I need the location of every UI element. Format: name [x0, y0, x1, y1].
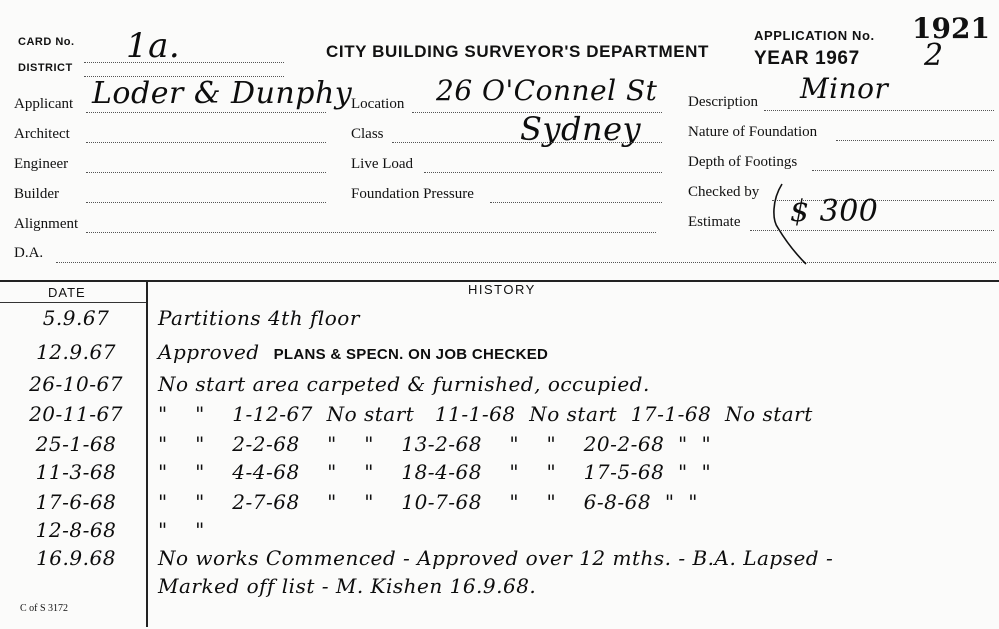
depth-of-footings-label: Depth of Footings — [688, 154, 798, 170]
history-date: 20-11-67 — [29, 402, 123, 426]
nature-of-foundation-line — [836, 140, 994, 141]
history-stamp: PLANS & SPECN. ON JOB CHECKED — [273, 346, 549, 363]
history-row — [0, 574, 999, 604]
hand-bracket-mark — [768, 180, 812, 268]
history-entry — [158, 574, 536, 598]
history-entry — [158, 340, 548, 364]
live-load-label: Live Load — [351, 156, 414, 172]
form-code: C of S 3172 — [20, 603, 69, 614]
class-line — [392, 142, 662, 143]
history-row — [0, 372, 999, 402]
card-no-dotline — [84, 62, 284, 63]
history-date: 26-10-67 — [29, 372, 123, 396]
history-entry-text: " " 1-12-67 No start 11-1-68 No start 17-1-68 No start — [158, 402, 813, 426]
history-entry — [158, 546, 833, 570]
history-entry-text: " " 2-2-68 " " 13-2-68 " " 20-2-68 " " — [158, 432, 712, 456]
history-date: 17-6-68 — [35, 490, 117, 514]
description-value: Minor — [800, 72, 889, 105]
department-title: CITY BUILDING SURVEYOR'S DEPARTMENT — [326, 42, 710, 61]
history-entry-text: " " 2-7-68 " " 10-7-68 " " 6-8-68 " " — [158, 490, 698, 514]
district-label: DISTRICT — [18, 62, 73, 74]
year-value: 2 — [924, 38, 944, 73]
history-row — [0, 340, 999, 370]
history-row — [0, 518, 999, 548]
history-date: 5.9.67 — [42, 306, 110, 330]
description-label: Description — [688, 94, 758, 110]
nature-of-foundation-label: Nature of Foundation — [688, 124, 818, 140]
history-entry-text: No works Commenced - Approved over 12 mths. - B.A. Lapsed - — [158, 546, 834, 570]
history-entry-text: Approved — [158, 340, 260, 364]
date-header: DATE — [48, 285, 86, 300]
checked-by-label: Checked by — [688, 184, 760, 200]
history-entry-text: " " — [158, 518, 205, 542]
history-date: 25-1-68 — [35, 432, 117, 456]
history-entry — [158, 460, 711, 484]
engineer-label: Engineer — [14, 156, 69, 172]
year-label: YEAR 1967 — [754, 48, 860, 69]
architect-label: Architect — [14, 126, 70, 142]
history-date: 16.9.68 — [36, 546, 116, 570]
alignment-label: Alignment — [14, 216, 79, 232]
alignment-line — [86, 232, 656, 233]
history-row — [0, 546, 999, 576]
history-entry-text: Marked off list - M. Kishen 16.9.68. — [158, 574, 537, 598]
engineer-line — [86, 172, 326, 173]
location-label: Location — [351, 96, 405, 112]
history-row — [0, 402, 999, 432]
applicant-line — [86, 112, 326, 113]
history-date: 11-3-68 — [35, 460, 117, 484]
live-load-line — [424, 172, 662, 173]
da-label: D.A. — [14, 245, 44, 261]
history-row — [0, 490, 999, 520]
history-entry — [158, 432, 711, 456]
date-header-rule — [0, 302, 146, 303]
history-entry — [158, 402, 813, 426]
history-row — [0, 460, 999, 490]
application-no-value: 1921 — [912, 12, 990, 45]
card-no-value: 1a. — [126, 26, 181, 66]
history-entry-text: " " 4-4-68 " " 18-4-68 " " 17-5-68 " " — [158, 460, 712, 484]
history-row — [0, 306, 999, 336]
estimate-label: Estimate — [688, 214, 741, 230]
history-entry — [158, 372, 650, 396]
card-no-label: CARD No. — [18, 36, 75, 48]
description-line — [764, 110, 994, 111]
history-entry — [158, 518, 205, 542]
history-header: HISTORY — [468, 282, 536, 297]
estimate-value: $ 300 — [790, 194, 879, 229]
da-line — [56, 262, 996, 263]
foundation-pressure-line — [490, 202, 662, 203]
builder-label: Builder — [14, 186, 59, 202]
history-entry — [158, 306, 360, 330]
history-entry — [158, 490, 698, 514]
history-date: 12.9.67 — [36, 340, 116, 364]
history-date: 12-8-68 — [35, 518, 117, 542]
foundation-pressure-label: Foundation Pressure — [351, 186, 474, 202]
history-row — [0, 432, 999, 462]
depth-of-footings-line — [812, 170, 994, 171]
location-value-2: Sydney — [520, 110, 642, 148]
applicant-value: Loder & Dunphy — [92, 76, 353, 111]
application-no-label: APPLICATION No. — [754, 28, 875, 43]
location-value-1: 26 O'Connel St — [436, 74, 658, 107]
applicant-label: Applicant — [14, 96, 74, 112]
history-entry-text: Partitions 4th floor — [158, 306, 360, 330]
class-label: Class — [351, 126, 384, 142]
architect-line — [86, 142, 326, 143]
history-entry-text: No start area carpeted & furnished, occupied. — [158, 372, 650, 396]
builder-line — [86, 202, 326, 203]
